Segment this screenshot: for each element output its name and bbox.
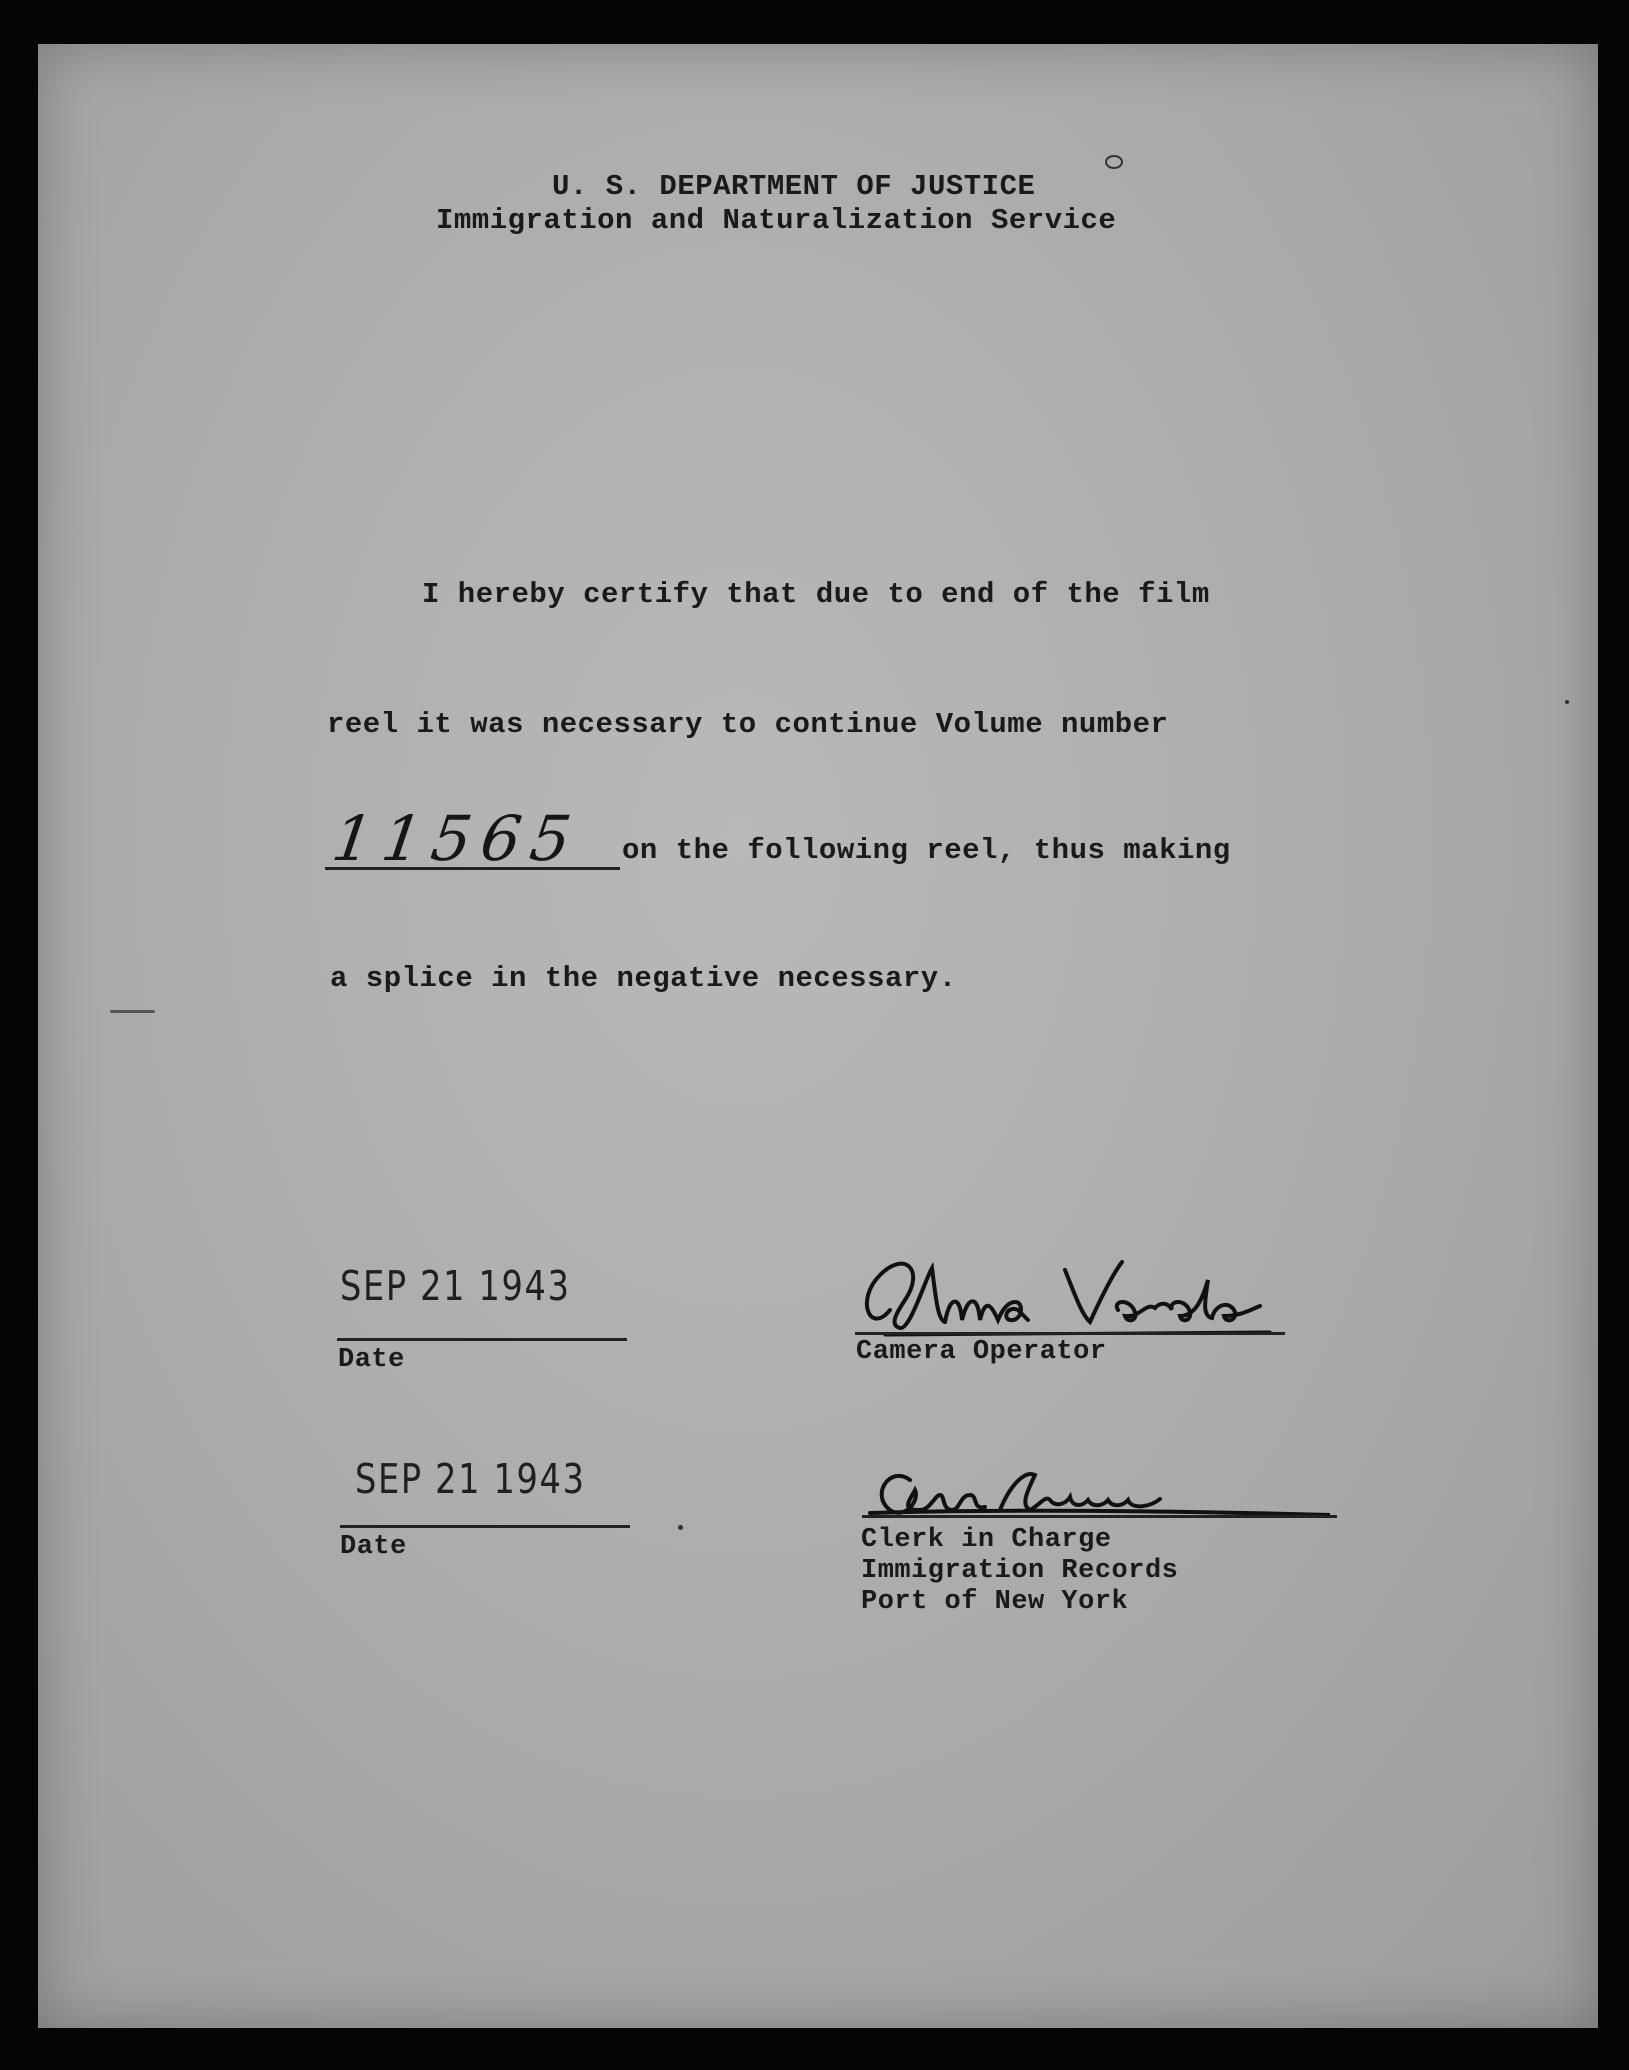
paper-sheet [38, 44, 1598, 2028]
date-stamp-2: SEP 21 1943 [355, 1455, 586, 1503]
date-stamp-1: SEP 21 1943 [340, 1262, 571, 1310]
volume-number-handwritten: 11565 [327, 802, 586, 875]
date-label-1: Date [338, 1345, 405, 1375]
certification-line-1: I hereby certify that due to end of the film [422, 578, 1210, 611]
agency-title: U. S. DEPARTMENT OF JUSTICE [552, 170, 1036, 203]
scan-speck [1565, 700, 1569, 704]
clerk-title: Clerk in Charge [861, 1525, 1112, 1555]
date-line-1 [337, 1338, 627, 1341]
clerk-line [862, 1515, 1337, 1518]
certification-line-2: reel it was necessary to continue Volume number [327, 708, 1169, 741]
certification-line-4: a splice in the negative necessary. [330, 962, 957, 995]
clerk-location: Port of New York [861, 1587, 1129, 1617]
agency-subtitle: Immigration and Naturalization Service [436, 204, 1117, 237]
scan-speck [1105, 155, 1123, 169]
camera-operator-line [855, 1332, 1285, 1335]
date-line-2 [340, 1525, 630, 1528]
date-label-2: Date [340, 1532, 407, 1562]
clerk-office: Immigration Records [861, 1556, 1179, 1586]
volume-number-blank [325, 867, 620, 870]
camera-operator-signature [850, 1240, 1320, 1345]
scan-speck [678, 1525, 683, 1530]
certification-line-3: on the following reel, thus making [622, 834, 1231, 867]
scan-speck [110, 1010, 155, 1013]
clerk-signature [860, 1455, 1330, 1530]
camera-operator-label: Camera Operator [856, 1337, 1107, 1367]
